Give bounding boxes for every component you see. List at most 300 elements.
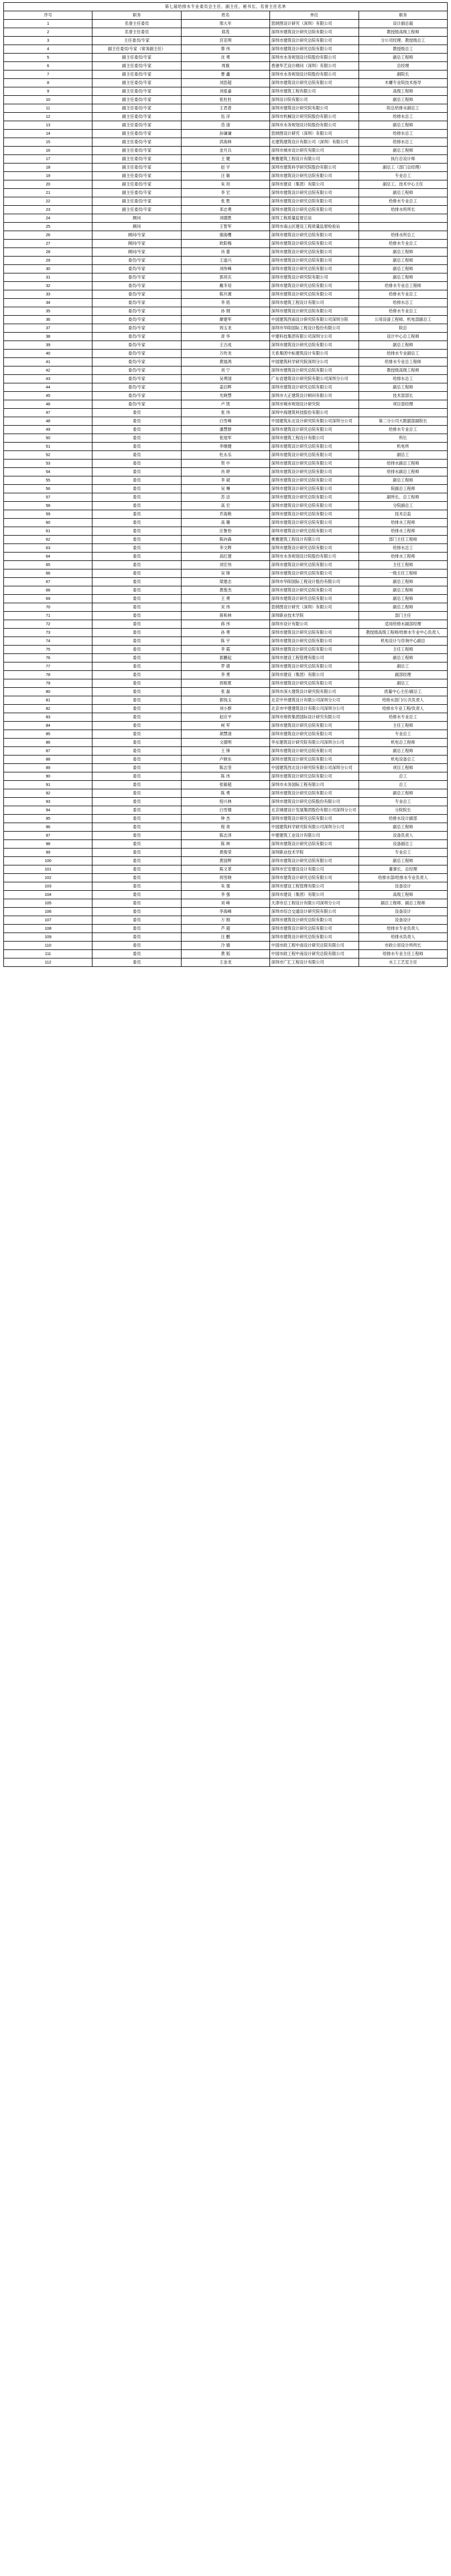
cell-post: 技术部部长 [359,392,447,400]
cell-role: 委员 [92,544,181,553]
table-row [4,688,448,696]
cell-role: 委员 [92,840,181,849]
cell-name: 钟 杰 [181,815,269,823]
cell-post: 设备负责人 [359,832,447,840]
cell-post: 高级工程师 [359,891,447,899]
cell-post: 副总工程师 [359,823,447,832]
cell-post: 水工工艺室主任 [359,958,447,967]
cell-org: 深圳市水务规划设计院股份有限公司 [270,70,359,79]
cell-role: 副主任委员/专家 [92,87,181,96]
title-row [4,3,448,11]
cell-org: 奥雅建筑工程设计有限公司 [270,155,359,164]
cell-index: 84 [4,722,92,730]
table-row [4,231,448,240]
cell-org: 深圳市华阳国际工程设计股份有限公司 [270,324,359,333]
cell-org: 深圳市大正建筑设计顾问有限公司 [270,392,359,400]
cell-role: 委员 [92,502,181,510]
cell-index: 112 [4,958,92,967]
cell-org: 深圳市建筑设计研究总院有限公司 [270,527,359,536]
cell-org: 深圳市建筑设计研究总院有限公司 [270,341,359,350]
cell-post: 给排水总工 [359,299,447,307]
cell-org: 深圳市建筑设计研究总院有限公司 [270,519,359,527]
cell-role: 委员/专家 [92,375,181,383]
cell-index: 13 [4,121,92,130]
cell-index: 91 [4,781,92,789]
cell-index: 30 [4,265,92,273]
cell-name: 赵应平 [181,713,269,722]
cell-org: 深圳市建筑设计研究总院有限公司 [270,933,359,942]
cell-name: 曹 鑫 [181,70,269,79]
cell-name: 伍 洋 [181,113,269,121]
cell-org: 深圳中海建筑科技股份有限公司 [270,409,359,417]
cell-name: 邢大年 [181,20,269,28]
cell-org: 深圳市建筑设计研究总院有限公司 [270,772,359,781]
table-row [4,459,448,468]
cell-post: 副总工程师 [359,189,447,197]
cell-role: 委员 [92,958,181,967]
cell-post: 给排水专业总工 [359,290,447,299]
cell-org: 深圳市建筑设计研究总院有限公司 [270,231,359,240]
cell-role: 委员 [92,823,181,832]
cell-post: 给排水专业总工 [359,713,447,722]
table-row [4,79,448,87]
cell-org: 华东建筑设计研究院有限公司深圳分公司 [270,739,359,747]
cell-role: 委员 [92,451,181,459]
cell-index: 103 [4,882,92,891]
cell-post: 院总给排水副总工 [359,104,447,113]
cell-post: 给排水专业总工程师 [359,358,447,366]
cell-index: 3 [4,37,92,45]
cell-index: 54 [4,468,92,476]
cell-org: 中国市政工程中南设计研究总院有限公司 [270,950,359,958]
cell-role: 委员/专家 [92,366,181,375]
cell-index: 32 [4,282,92,290]
cell-name: 陈志坚 [181,764,269,772]
column-header-post: 职务 [359,11,447,20]
cell-role: 委员 [92,536,181,544]
table-row [4,426,448,434]
cell-role: 委员/专家 [92,333,181,341]
cell-org: 深圳市建筑设计研究总院有限公司 [270,637,359,646]
cell-org: 深圳市建筑设计研究总院有限公司 [270,510,359,519]
cell-org: 深圳市建筑设计研究总院股份有限公司 [270,798,359,806]
cell-index: 19 [4,172,92,180]
cell-name: 王古成 [181,341,269,350]
cell-name: 黄俊荣 [181,849,269,857]
cell-org: 深圳市建筑工程设计有限公司 [270,299,359,307]
cell-org: 深圳市建筑设计研究总院有限公司 [270,189,359,197]
table-row [4,840,448,849]
cell-role: 委员/专家 [92,265,181,273]
cell-post: 给排水总工 [359,113,447,121]
cell-name: 吴勇国 [181,375,269,383]
table-row [4,586,448,595]
cell-index: 56 [4,485,92,493]
cell-org: 香港华艺设计顾问（深圳）有限公司 [270,62,359,70]
cell-post: 给排水专业总工 [359,307,447,316]
cell-name: 汪 鹏 [181,933,269,942]
cell-index: 47 [4,409,92,417]
cell-index: 108 [4,925,92,933]
cell-role: 委员 [92,781,181,789]
cell-org: 深圳市建筑设计研究总院有限公司 [270,366,359,375]
cell-post: 给排水总工 [359,544,447,553]
cell-role: 委员 [92,468,181,476]
cell-post: 机电设计与咨询中心副总 [359,637,447,646]
cell-index: 27 [4,240,92,248]
cell-org: 中建建筑工业设计有限公司 [270,832,359,840]
cell-index: 79 [4,679,92,688]
cell-role: 委员 [92,417,181,426]
cell-index: 97 [4,832,92,840]
cell-index: 67 [4,578,92,586]
cell-post: 专业总工 [359,730,447,739]
table-row [4,257,448,265]
roster-body [4,3,448,967]
table-row [4,849,448,857]
cell-role: 副主任委员/专家 [92,62,181,70]
cell-role: 副主任委员/专家 [92,155,181,164]
table-row [4,290,448,299]
cell-name: 郑茂 [181,28,269,37]
cell-org: 深圳市建筑设计研究总院有限公司 [270,747,359,755]
cell-org: 深圳市华阳国际工程设计股份有限公司 [270,578,359,586]
cell-role: 委员 [92,476,181,485]
cell-name: 张杜杜 [181,96,269,104]
cell-role: 委员 [92,882,181,891]
cell-org: 深圳市建筑设计研究总院有限公司 [270,197,359,206]
cell-org: 北建筑建筑设计有限公司（深圳）有限公司 [270,138,359,147]
cell-index: 12 [4,113,92,121]
cell-org: 北京中外建筑设计有限公司深圳分公司 [270,696,359,705]
cell-role: 委员 [92,519,181,527]
cell-org: 奥雅建筑工程设计有限公司 [270,536,359,544]
cell-post: 执行总设计师 [359,155,447,164]
cell-name: 李继健 [181,443,269,451]
cell-org: 深圳市建筑设计研究总院有限公司 [270,595,359,603]
cell-index: 62 [4,536,92,544]
cell-index: 75 [4,646,92,654]
cell-role: 名誉主任委员 [92,28,181,37]
cell-post: 机电设备总工 [359,755,447,764]
cell-role: 委员 [92,722,181,730]
cell-post: 教授级高级工程师/给排水专业中心负责人 [359,629,447,637]
cell-role: 副主任委员/专家 [92,147,181,155]
cell-post: 教授级总工 [359,45,447,54]
cell-name: 蒋 伟 [181,620,269,629]
cell-role: 委员/专家 [92,273,181,282]
cell-post: 给排水部/给排水专业负责人 [359,874,447,882]
table-row [4,104,448,113]
cell-role: 委员 [92,764,181,772]
cell-name: 欧阳梅 [181,240,269,248]
cell-org: 深圳职业技术学院 [270,849,359,857]
cell-org: 深圳市建设工程管理有限公司 [270,654,359,662]
cell-post: 部门主任 [359,612,447,620]
cell-org: 深圳市建筑设计研究总院有限公司 [270,874,359,882]
cell-name: 刘伟峰 [181,265,269,273]
cell-role: 委员 [92,874,181,882]
table-row [4,307,448,316]
cell-org: 深圳市建筑设计研究总院有限公司 [270,426,359,434]
table-row [4,764,448,772]
cell-org: 深圳市建筑设计研究院有限公司 [270,273,359,282]
table-row [4,214,448,223]
cell-post: 专业总工 [359,849,447,857]
table-row [4,815,448,823]
cell-org: 思纳图设计研究（深圳）有限公司 [270,603,359,612]
cell-post: 给排水专业总工 [359,240,447,248]
cell-name: 刘德胜 [181,214,269,223]
table-row [4,62,448,70]
cell-org: 深圳市建筑设计研究总院有限公司 [270,307,359,316]
cell-index: 70 [4,603,92,612]
cell-index: 92 [4,789,92,798]
table-row [4,358,448,366]
cell-name: 王道兴 [181,257,269,265]
cell-name: 程 青 [181,823,269,832]
table-row [4,485,448,493]
cell-org: 深圳市建筑设计研究总院有限公司 [270,755,359,764]
column-header-org: 单位 [270,11,359,20]
table-row [4,493,448,502]
cell-post [359,409,447,417]
cell-index: 60 [4,519,92,527]
cell-index: 45 [4,392,92,400]
cell-role: 委员/专家 [92,299,181,307]
table-row [4,713,448,722]
cell-index: 86 [4,739,92,747]
table-row [4,696,448,705]
cell-index: 77 [4,662,92,671]
cell-org: 深圳市建筑设计研究总院有限公司 [270,172,359,180]
cell-post: 项目部经理 [359,400,447,409]
cell-org: 深圳市建筑设计研究总院有限公司 [270,815,359,823]
cell-name: 黄俊杰 [181,586,269,595]
table-row [4,20,448,28]
cell-org: 中国建筑西北设计研究院有限公司深圳分公司 [270,764,359,772]
cell-org: 深圳市城市规划设计研究院 [270,400,359,409]
table-row [4,121,448,130]
cell-name: 梁建志 [181,578,269,586]
cell-index: 61 [4,527,92,536]
cell-index: 26 [4,231,92,240]
cell-post: 给排水工程师 [359,519,447,527]
cell-post: 主任工程师 [359,646,447,654]
cell-index: 96 [4,823,92,832]
table-row [4,206,448,214]
cell-post: 给排水工程师 [359,527,447,536]
cell-index: 90 [4,772,92,781]
table-row [4,857,448,865]
table-row [4,316,448,324]
table-row [4,333,448,341]
cell-org: 深圳市建筑设计研究总院有限公司 [270,629,359,637]
table-row [4,476,448,485]
cell-index: 69 [4,595,92,603]
cell-org: 深圳市建筑设计研究总院有限公司 [270,857,359,865]
cell-index: 15 [4,138,92,147]
page-title: 第七届给排水专业委员会主任、副主任、秘书长、名誉主任名单 [4,3,448,11]
cell-index: 50 [4,434,92,443]
cell-name: 孙 勇 [181,629,269,637]
cell-post: 机电所 [359,443,447,451]
cell-index: 65 [4,561,92,569]
cell-index: 33 [4,290,92,299]
cell-role: 委员 [92,409,181,417]
cell-name: 赵 宇 [181,164,269,172]
table-row [4,37,448,45]
column-header-index: 序号 [4,11,92,20]
cell-name: 罗 倩 [181,662,269,671]
cell-post: 设计副总裁 [359,20,447,28]
cell-org: 深圳市建筑设计研究总院有限公司 [270,561,359,569]
table-row [4,240,448,248]
table-row [4,958,448,967]
cell-post: 副总工 [359,679,447,688]
cell-index: 48 [4,417,92,426]
cell-org: 深圳市建筑设计研究总院有限公司 [270,206,359,214]
cell-role: 委员 [92,747,181,755]
cell-name: 倪兴林 [181,798,269,806]
cell-role: 委员 [92,815,181,823]
cell-org: 深圳市建筑设计研究总院有限公司 [270,662,359,671]
cell-role: 委员 [92,654,181,662]
table-row [4,510,448,519]
cell-name: 万传龙 [181,350,269,358]
cell-name: 胡慧清 [181,730,269,739]
cell-org: 中国建筑西南设计研究院有限公司深圳分院 [270,316,359,324]
cell-role: 副主任委员/专家 [92,130,181,138]
cell-org: 深圳工程质量监督总站 [270,214,359,223]
cell-org: 深圳市综合交通设计研究院有限公司 [270,908,359,916]
cell-org: 深圳市建筑设计研究总院有限公司 [270,282,359,290]
cell-name: 陈开源 [181,290,269,299]
cell-role: 委员 [92,908,181,916]
cell-post: 副总工程师 [359,121,447,130]
cell-name: 青 华 [181,333,269,341]
cell-post: 设备设计 [359,916,447,925]
cell-name: 宫克明 [181,37,269,45]
cell-name: 孙 钢 [181,307,269,316]
table-row [4,933,448,942]
cell-index: 99 [4,849,92,857]
cell-org: 深圳市水务规划设计院股份有限公司 [270,121,359,130]
table-row [4,28,448,37]
cell-post: 董事长、总经理 [359,865,447,874]
cell-name: 高 宏 [181,502,269,510]
cell-post: 院副总工程师 [359,485,447,493]
cell-role: 顾问/专家 [92,240,181,248]
cell-name: 杜永乐 [181,451,269,459]
cell-name: 白雪楼 [181,806,269,815]
cell-name: 郭鹏起 [181,654,269,662]
cell-org: 深圳市南山区建设工程质量监督检验站 [270,223,359,231]
cell-org: 深圳市建筑设计研究总院有限公司 [270,569,359,578]
cell-role: 委员/专家 [92,358,181,366]
cell-index: 58 [4,502,92,510]
cell-post: 副总工程师 [359,147,447,155]
cell-org: 深圳市水务规划设计院股份有限公司 [270,553,359,561]
cell-org: 深圳市深大建筑设计研究院有限公司 [270,688,359,696]
table-row [4,603,448,612]
cell-post: 副总工程师 [359,578,447,586]
cell-name: 王 锋 [181,747,269,755]
cell-role: 委员 [92,730,181,739]
cell-org: 深圳市广汇工程设计有限公司 [270,958,359,967]
cell-post: 分院副总工 [359,502,447,510]
table-row [4,705,448,713]
cell-index: 94 [4,806,92,815]
table-row [4,519,448,527]
cell-index: 28 [4,248,92,257]
cell-role: 委员 [92,485,181,493]
table-row [4,882,448,891]
cell-post: 副总工程师 [359,586,447,595]
cell-role: 委员 [92,933,181,942]
cell-index: 66 [4,569,92,578]
cell-index: 8 [4,79,92,87]
cell-post: 机电总工程师 [359,739,447,747]
cell-role: 委员/专家 [92,282,181,290]
cell-name: 朱 坦 [181,180,269,189]
cell-index: 18 [4,164,92,172]
cell-role: 委员 [92,561,181,569]
cell-org: 深圳市建筑设计研究总院有限公司 [270,45,359,54]
cell-org: 深圳市地铁集团国际设计研究有限公司 [270,713,359,722]
cell-name: 陈 宇 [181,637,269,646]
cell-post: 项目工程师 [359,764,447,772]
table-row [4,434,448,443]
column-header-name: 姓名 [181,11,269,20]
table-row [4,409,448,417]
cell-index: 106 [4,908,92,916]
cell-post: 给排水专业负责人 [359,925,447,933]
cell-org: 深圳市建筑设计研究总院有限公司 [270,840,359,849]
cell-post: 主任工程师 [359,561,447,569]
cell-post: 教授级高级工程师 [359,366,447,375]
cell-index: 88 [4,755,92,764]
cell-role: 副主任委员/专家（常务副主任） [92,45,181,54]
cell-name: 蔡 伟 [181,45,269,54]
cell-name: 廖建军 [181,316,269,324]
cell-name: 黄展鸿 [181,358,269,366]
cell-post: 设备副总工 [359,840,447,849]
cell-index: 72 [4,620,92,629]
cell-name: 李 霞 [181,646,269,654]
cell-name: 刘 峰 [181,899,269,908]
table-row [4,350,448,358]
cell-name: 李 宏 [181,189,269,197]
cell-org: 深圳市建筑设计研究总院有限公司 [270,502,359,510]
cell-index: 16 [4,147,92,155]
cell-role: 主任委员/专家 [92,37,181,45]
cell-name: 陈 伟 [181,772,269,781]
cell-index: 25 [4,223,92,231]
cell-name: 陈文革 [181,865,269,874]
table-row [4,468,448,476]
cell-name: 乔海艳 [181,510,269,519]
cell-name: 周玉龙 [181,324,269,333]
cell-index: 53 [4,459,92,468]
cell-name: 洪海林 [181,138,269,147]
cell-index: 82 [4,705,92,713]
cell-org: 深圳市建设（集团）有限公司 [270,891,359,899]
cell-name: 陈 勇 [181,789,269,798]
cell-name: 戴冬培 [181,282,269,290]
cell-name: 白雪峰 [181,417,269,426]
cell-name: 肖 蕾 [181,248,269,257]
